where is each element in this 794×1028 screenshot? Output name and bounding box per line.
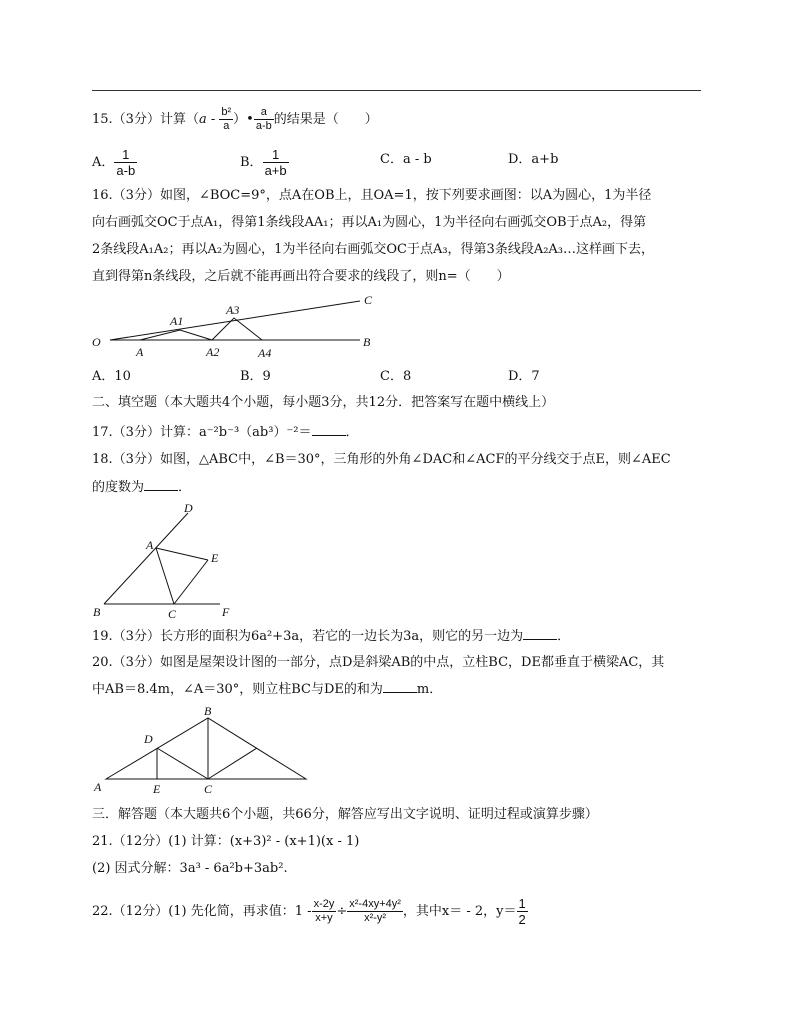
q19-end: ． [557, 629, 571, 644]
q20-label-e: E [153, 782, 161, 796]
section-2-heading: 二、填空题（本大题共4个小题，每小题3分，共12分．把答案写在题中横线上） [92, 395, 555, 410]
q15-option-d[interactable]: D．a+b [508, 152, 559, 167]
q22-frac3 [517, 896, 528, 927]
q16-label-a1: A1 [170, 314, 184, 328]
q15-prefix: 15.（3分）计算（ [92, 112, 199, 127]
q22-frac1 [312, 898, 337, 925]
q18-label-d: D [184, 501, 193, 515]
q20-label-a: A [94, 780, 102, 794]
q16-label-a4: A4 [258, 346, 272, 360]
q18-label-e: E [211, 551, 219, 565]
q21-line2: (2) 因式分解：3a³ - 6a²b+3ab². [92, 861, 288, 876]
q15-option-b-label: B． [240, 155, 263, 170]
q17-end: ． [345, 425, 359, 440]
q22-frac2 [347, 898, 403, 925]
q22-prefix: 22.（12分）(1) 先化简，再求值：1 - [92, 904, 312, 919]
q15-suffix: 的结果是（ ） [273, 112, 378, 127]
q15-a: a [198, 112, 207, 127]
q20-label-b: B [204, 704, 212, 718]
q16-label-c: C [364, 293, 373, 307]
q16-line2: 向右画弧交OC于点A₁，得第1条线段AA₁；再以A₁为圆心，1为半径向右画弧交OB于点A₂，得第 [92, 215, 647, 230]
q15-option-b-den: a+b [264, 163, 287, 178]
q22-frac2-den: x²-y² [364, 912, 387, 924]
q20-line2-pre: 中AB＝8.4m，∠A＝30°，则立柱BC与DE的和为 [92, 682, 383, 697]
q20-brace-dc [157, 748, 208, 779]
q19-text: 19.（3分）长方形的面积为6a²+3a，若它的一边长为3a，则它的另一边为 [92, 629, 524, 644]
q16-option-b[interactable]: B．9 [240, 369, 271, 384]
q15-frac2-num: a [254, 106, 274, 120]
q22-mid: ，其中x＝ - 2，y＝ [402, 904, 517, 919]
q18-label-a: A [146, 538, 154, 552]
q20-line2-end: m． [416, 682, 443, 697]
q22-divide: ÷ [336, 904, 348, 919]
q15-frac2-den: a-b [255, 120, 272, 132]
q20-roof-triangle [106, 718, 306, 779]
q15-option-a-label: A． [92, 155, 115, 170]
q15-frac1-num: b² [221, 106, 232, 118]
q16-line1: 16.（3分）如图，∠BOC=9°，点A在OB上，且OA=1，按下列要求画图：以A为圆心，1为半径 [92, 188, 652, 203]
q16-label-b: B [363, 335, 371, 349]
q16-option-d[interactable]: D．7 [508, 369, 540, 384]
section-3-heading: 三．解答题（本大题共6个小题，共66分，解答应写出文字说明、证明过程或演算步骤） [92, 807, 598, 822]
q18-line2-end: ． [178, 480, 192, 495]
q16-option-c[interactable]: C．8 [380, 369, 412, 384]
q20-brace-right [208, 748, 257, 779]
q15-mid: ）• [233, 112, 254, 127]
q20-label-c: C [204, 782, 213, 796]
q18-line1: 18.（3分）如图，△ABC中，∠B＝30°，三角形的外角∠DAC和∠ACF的平分线交于点E，则∠AEC [92, 452, 671, 467]
q21-line1: 21.（12分）(1) 计算：(x+3)² - (x+1)(x - 1) [92, 834, 360, 849]
q20-label-d: D [144, 732, 153, 746]
q16-line4: 直到得第n条线段，之后就不能再画出符合要求的线段了，则n=（ ） [92, 269, 510, 284]
q20-line1: 20.（3分）如图是屋架设计图的一部分，点D是斜梁AB的中点，立柱BC，DE都垂直于横梁AC，其 [92, 655, 665, 670]
q18-label-b: B [93, 605, 101, 619]
q16-label-a2: A2 [206, 345, 220, 359]
q15-option-c[interactable]: C．a - b [380, 152, 432, 167]
q16-label-a: A [136, 345, 144, 359]
q15-option-a-num: 1 [114, 147, 137, 163]
q18-label-c: C [168, 607, 177, 621]
q22-frac1-num: x-2y [313, 898, 335, 910]
q16-option-a[interactable]: A．10 [92, 369, 131, 384]
q18-line2-pre: 的度数为 [92, 480, 145, 495]
q17-text: 17.（3分）计算：a⁻²b⁻³（ab³）⁻²＝ [92, 425, 312, 440]
question-22 [92, 896, 528, 927]
q22-frac1-den: x+y [315, 912, 333, 924]
q15-option-b-num: 1 [263, 147, 289, 163]
q22-frac3-den: 2 [518, 912, 526, 927]
q15-minus: - [206, 112, 220, 127]
q15-option-a-den: a-b [116, 163, 136, 178]
q22-frac3-num: 1 [518, 896, 526, 911]
q22-frac2-num: x²-4xy+4y² [349, 898, 401, 910]
q16-label-a3: A3 [226, 303, 240, 317]
q16-label-o: O [92, 335, 101, 349]
q16-line3: 2条线段A₁A₂；再以A₂为圆心，1为半径向右画弧交OC于点A₃，得第3条线段A₂A₃…这样画下去， [92, 242, 655, 257]
q18-label-f: F [222, 605, 230, 619]
q15-frac1-den: a [223, 120, 230, 132]
